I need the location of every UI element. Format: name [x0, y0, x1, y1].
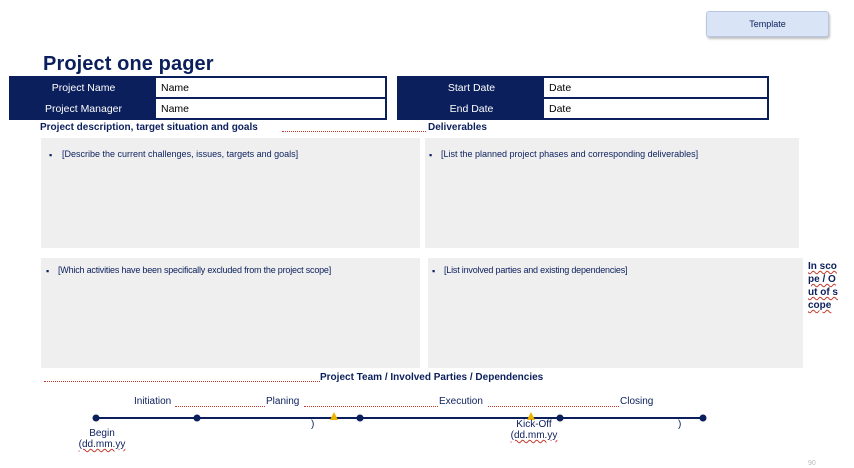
milestone-dot — [357, 415, 364, 422]
milestone-dot — [700, 415, 707, 422]
deliverables-text: [List the planned project phases and corresponding deliverables] — [441, 149, 699, 159]
heading-divider — [282, 131, 426, 132]
phase-separator — [304, 406, 438, 407]
team-heading: Project Team / Involved Parties / Dependencies — [320, 372, 544, 383]
excluded-scope-box[interactable] — [41, 258, 420, 368]
project-manager-label: Project Manager — [44, 102, 123, 115]
phase-initiation: Initiation — [134, 396, 172, 407]
scope-label — [808, 260, 838, 312]
start-date-field[interactable]: Date — [544, 78, 767, 97]
end-date-field[interactable]: Date — [544, 99, 767, 118]
begin-label: Begin — [89, 428, 115, 439]
page-title: Project one pager — [43, 53, 214, 75]
scope-label-text: In scope / Out of scope — [808, 261, 838, 311]
begin-milestone — [74, 428, 130, 450]
paren-close: ) — [678, 419, 682, 430]
phase-execution: Execution — [439, 396, 483, 407]
description-heading — [40, 122, 258, 133]
kickoff-label: Kick-Off — [516, 419, 552, 430]
start-date-label: Start Date — [447, 81, 496, 94]
bullet-icon: ▪ — [432, 266, 436, 276]
team-divider — [44, 381, 320, 382]
excluded-scope-text: [Which activities have been specifically excluded from the project scope] — [58, 265, 332, 275]
parties-text: [List involved parties and existing dependencies] — [444, 265, 628, 275]
timeline-graphic — [80, 408, 720, 428]
kickoff-milestone — [504, 419, 564, 441]
dates-info-table — [397, 76, 769, 120]
begin-date: (dd.mm.yy — [78, 439, 126, 450]
phase-separator — [175, 406, 265, 407]
project-name-label: Project Name — [51, 81, 116, 94]
project-info-table — [9, 76, 387, 120]
phase-closing: Closing — [620, 396, 654, 407]
description-text: [Describe the current challenges, issues, targets and goals] — [62, 149, 299, 159]
project-name-field[interactable]: Name — [156, 78, 385, 97]
parties-box[interactable] — [428, 258, 803, 368]
bullet-icon: ▪ — [46, 266, 50, 276]
paren-close: ) — [311, 419, 315, 430]
start-date-row — [399, 78, 767, 97]
project-manager-field[interactable]: Name — [156, 99, 385, 118]
page-number: 90 — [808, 460, 816, 467]
deliverables-box[interactable] — [425, 138, 799, 248]
bullet-icon: ▪ — [49, 150, 53, 160]
description-box[interactable] — [41, 138, 420, 248]
project-name-row — [11, 78, 385, 97]
milestone-dot — [93, 415, 100, 422]
project-manager-row — [11, 99, 385, 118]
bullet-icon: ▪ — [429, 150, 433, 160]
end-date-label: End Date — [449, 102, 494, 115]
end-date-row — [399, 99, 767, 118]
description-heading-text: Project description, target situation and goals — [40, 122, 258, 133]
milestone-dot — [194, 415, 201, 422]
template-button[interactable]: Template — [706, 11, 829, 37]
kickoff-date: (dd.mm.yy — [510, 430, 558, 441]
phase-separator — [488, 406, 619, 407]
milestone-marker-icon — [330, 412, 338, 420]
deliverables-heading: Deliverables — [428, 122, 487, 133]
phase-planing: Planing — [266, 396, 300, 407]
